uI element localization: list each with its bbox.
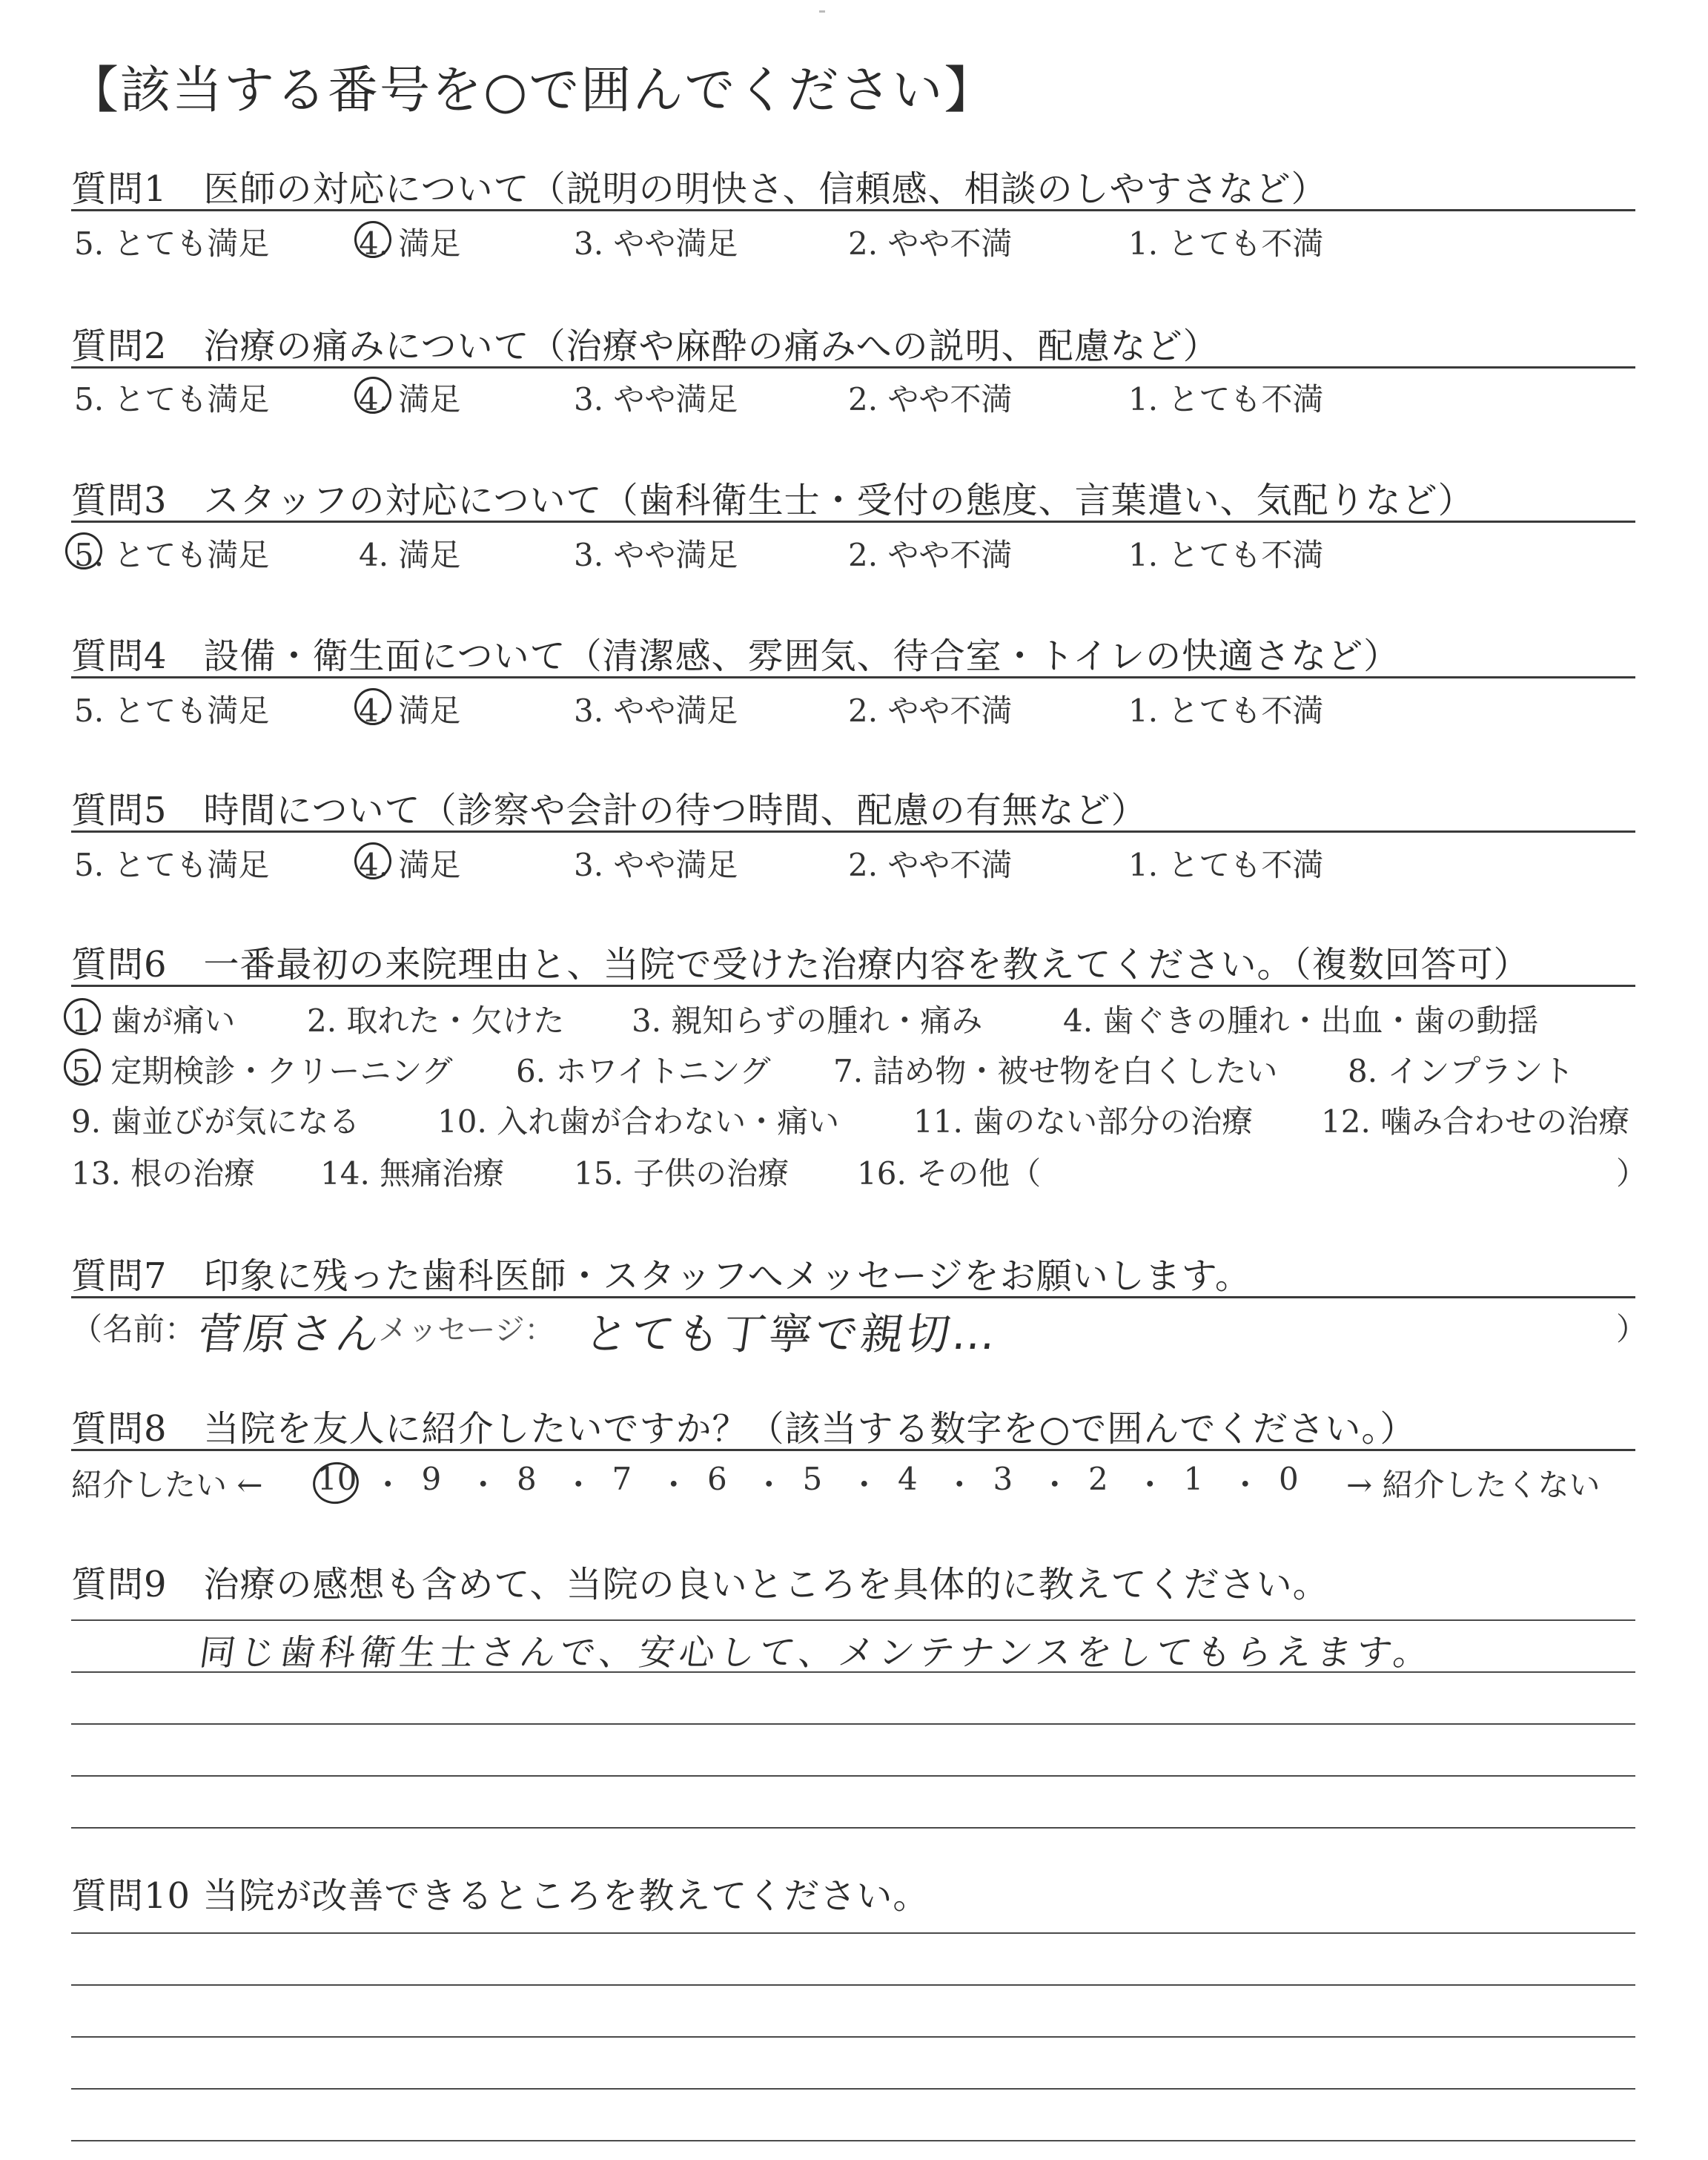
q1-rule bbox=[71, 209, 1635, 211]
q5-rule bbox=[71, 830, 1635, 833]
q9-line-4 bbox=[71, 1775, 1635, 1777]
q1-option-5[interactable]: 5. とても満足 bbox=[74, 225, 270, 262]
q1-option-1[interactable]: 1. とても不満 bbox=[1128, 225, 1324, 262]
q5-option-5[interactable]: 5. とても満足 bbox=[74, 847, 270, 883]
q1-title: 質問1 医師の対応について（説明の明快さ、信頼感、相談のしやすさなど） bbox=[71, 168, 1328, 210]
q8-scale-value[interactable]: 0 bbox=[1279, 1461, 1299, 1497]
q8-scale-separator: ・ bbox=[467, 1467, 499, 1503]
q5-option-3[interactable]: 3. やや満足 bbox=[574, 847, 738, 883]
q7-rule bbox=[71, 1296, 1635, 1298]
q4-option-4[interactable]: 4. 満足 bbox=[359, 693, 461, 729]
q9-line-2 bbox=[71, 1671, 1635, 1673]
q7-name-label: （名前： bbox=[71, 1311, 196, 1347]
q5-option-1[interactable]: 1. とても不満 bbox=[1128, 847, 1324, 883]
q2-option-2[interactable]: 2. やや不満 bbox=[848, 381, 1013, 417]
q4-option-1[interactable]: 1. とても不満 bbox=[1128, 693, 1324, 729]
q4-option-2[interactable]: 2. やや不満 bbox=[848, 693, 1013, 729]
q6-option-14[interactable]: 14. 無痛治療 bbox=[320, 1155, 505, 1192]
q9-line-5 bbox=[71, 1827, 1635, 1829]
q5-option-4[interactable]: 4. 満足 bbox=[359, 847, 461, 883]
q5-option-2[interactable]: 2. やや不満 bbox=[848, 847, 1013, 883]
q6-option-1[interactable]: 1. 歯が痛い bbox=[71, 1003, 236, 1039]
q1-option-3[interactable]: 3. やや満足 bbox=[574, 225, 738, 262]
q6-other-close: ） bbox=[1616, 1155, 1648, 1192]
q7-name-handwriting[interactable]: 菅原さん bbox=[194, 1309, 386, 1359]
q7-close: ） bbox=[1616, 1311, 1648, 1347]
q8-scale-value[interactable]: 7 bbox=[612, 1461, 632, 1497]
q4-rule bbox=[71, 676, 1635, 678]
q6-option-10[interactable]: 10. 入れ歯が合わない・痛い bbox=[437, 1103, 840, 1140]
q8-scale-value[interactable]: 3 bbox=[993, 1461, 1013, 1497]
q9-line-3 bbox=[71, 1723, 1635, 1725]
q6-option-15[interactable]: 15. 子供の治療 bbox=[574, 1155, 790, 1192]
q6-title: 質問6 一番最初の来院理由と、当院で受けた治療内容を教えてください。（複数回答可） bbox=[71, 944, 1530, 985]
q8-scale-separator: ・ bbox=[372, 1467, 404, 1503]
q7-message-label: メッセージ： bbox=[378, 1313, 555, 1347]
scan-mark bbox=[819, 10, 825, 13]
q10-line-1 bbox=[71, 1932, 1635, 1934]
q8-scale-value[interactable]: 4 bbox=[898, 1461, 918, 1497]
q4-option-3[interactable]: 3. やや満足 bbox=[574, 693, 738, 729]
q2-rule bbox=[71, 366, 1635, 369]
q10-line-3 bbox=[71, 2036, 1635, 2038]
q6-option-3[interactable]: 3. 親知らずの腫れ・痛み bbox=[632, 1003, 983, 1039]
q8-scale-value[interactable]: 10 bbox=[317, 1461, 357, 1497]
q9-answer-handwriting[interactable]: 同じ歯科衛生士さんで、安心して、メンテナンスをしてもらえます。 bbox=[196, 1632, 1437, 1674]
q8-scale-separator: ・ bbox=[848, 1467, 880, 1503]
q8-scale-separator: ・ bbox=[944, 1467, 976, 1503]
q6-option-13[interactable]: 13. 根の治療 bbox=[71, 1155, 256, 1192]
q8-scale-separator: ・ bbox=[1039, 1467, 1070, 1503]
q2-option-1[interactable]: 1. とても不満 bbox=[1128, 381, 1324, 417]
q3-option-1[interactable]: 1. とても不満 bbox=[1128, 537, 1324, 573]
q3-option-3[interactable]: 3. やや満足 bbox=[574, 537, 738, 573]
q8-scale-value[interactable]: 2 bbox=[1088, 1461, 1108, 1497]
q3-title: 質問3 スタッフの対応について（歯科衛生士・受付の態度、言葉遣い、気配りなど） bbox=[71, 480, 1474, 521]
q8-left-label: 紹介したい ← bbox=[71, 1467, 263, 1503]
q6-option-12[interactable]: 12. 噛み合わせの治療 bbox=[1321, 1103, 1630, 1140]
q6-option-5[interactable]: 5. 定期検診・クリーニング bbox=[71, 1053, 453, 1089]
q8-scale-separator: ・ bbox=[658, 1467, 689, 1503]
q8-right-label: → 紹介したくない bbox=[1346, 1467, 1601, 1503]
q8-scale-separator: ・ bbox=[1134, 1467, 1166, 1503]
q6-rule bbox=[71, 985, 1635, 987]
q8-scale-value[interactable]: 9 bbox=[421, 1461, 442, 1497]
q4-title: 質問4 設備・衛生面について（清潔感、雰囲気、待合室・トイレの快適さなど） bbox=[71, 635, 1400, 677]
q8-scale-separator: ・ bbox=[753, 1467, 785, 1503]
q3-option-2[interactable]: 2. やや不満 bbox=[848, 537, 1013, 573]
q6-option-7[interactable]: 7. 詰め物・被せ物を白くしたい bbox=[833, 1053, 1278, 1089]
q2-option-4[interactable]: 4. 満足 bbox=[359, 381, 461, 417]
q9-title: 質問9 治療の感想も含めて、当院の良いところを具体的に教えてください。 bbox=[71, 1564, 1329, 1605]
q2-title: 質問2 治療の痛みについて（治療や麻酔の痛みへの説明、配慮など） bbox=[71, 326, 1219, 367]
q6-option-6[interactable]: 6. ホワイトニング bbox=[516, 1053, 771, 1089]
q5-title: 質問5 時間について（診察や会計の待つ時間、配慮の有無など） bbox=[71, 790, 1148, 831]
q2-option-3[interactable]: 3. やや満足 bbox=[574, 381, 738, 417]
q6-option-4[interactable]: 4. 歯ぐきの腫れ・出血・歯の動揺 bbox=[1063, 1003, 1539, 1039]
q7-title: 質問7 印象に残った歯科医師・スタッフへメッセージをお願いします。 bbox=[71, 1255, 1251, 1297]
q2-option-5[interactable]: 5. とても満足 bbox=[74, 381, 270, 417]
q3-option-5[interactable]: 5. とても満足 bbox=[74, 537, 270, 573]
q10-line-5 bbox=[71, 2140, 1635, 2141]
q8-scale-value[interactable]: 1 bbox=[1183, 1461, 1204, 1497]
q10-line-2 bbox=[71, 1984, 1635, 1986]
q8-scale-value[interactable]: 8 bbox=[517, 1461, 537, 1497]
q6-option-9[interactable]: 9. 歯並びが気になる bbox=[71, 1103, 360, 1140]
q10-line-4 bbox=[71, 2088, 1635, 2090]
page-heading: 【該当する番号を○で囲んでください】 bbox=[68, 62, 996, 120]
q7-message-handwriting[interactable]: とても丁寧で親切… bbox=[581, 1309, 1003, 1359]
q10-title: 質問10 当院が改善できるところを教えてください。 bbox=[71, 1875, 930, 1917]
q8-scale-value[interactable]: 6 bbox=[707, 1461, 727, 1497]
q8-scale-value[interactable]: 5 bbox=[802, 1461, 823, 1497]
q8-scale-separator: ・ bbox=[1229, 1467, 1261, 1503]
q4-option-5[interactable]: 5. とても満足 bbox=[74, 693, 270, 729]
q9-line-1 bbox=[71, 1619, 1635, 1621]
q3-rule bbox=[71, 521, 1635, 523]
q3-option-4[interactable]: 4. 満足 bbox=[359, 537, 461, 573]
q1-option-4[interactable]: 4. 満足 bbox=[359, 225, 461, 262]
q6-option-2[interactable]: 2. 取れた・欠けた bbox=[307, 1003, 565, 1039]
q8-scale-separator: ・ bbox=[563, 1467, 595, 1503]
q6-option-8[interactable]: 8. インプラント bbox=[1348, 1053, 1575, 1089]
q8-title: 質問8 当院を友人に紹介したいですか？（該当する数字を○で囲んでください。） bbox=[71, 1408, 1417, 1450]
q1-option-2[interactable]: 2. やや不満 bbox=[848, 225, 1013, 262]
q6-option-16[interactable]: 16. その他（ bbox=[857, 1155, 1042, 1192]
q6-option-11[interactable]: 11. 歯のない部分の治療 bbox=[913, 1103, 1254, 1140]
q8-rule bbox=[71, 1449, 1635, 1451]
